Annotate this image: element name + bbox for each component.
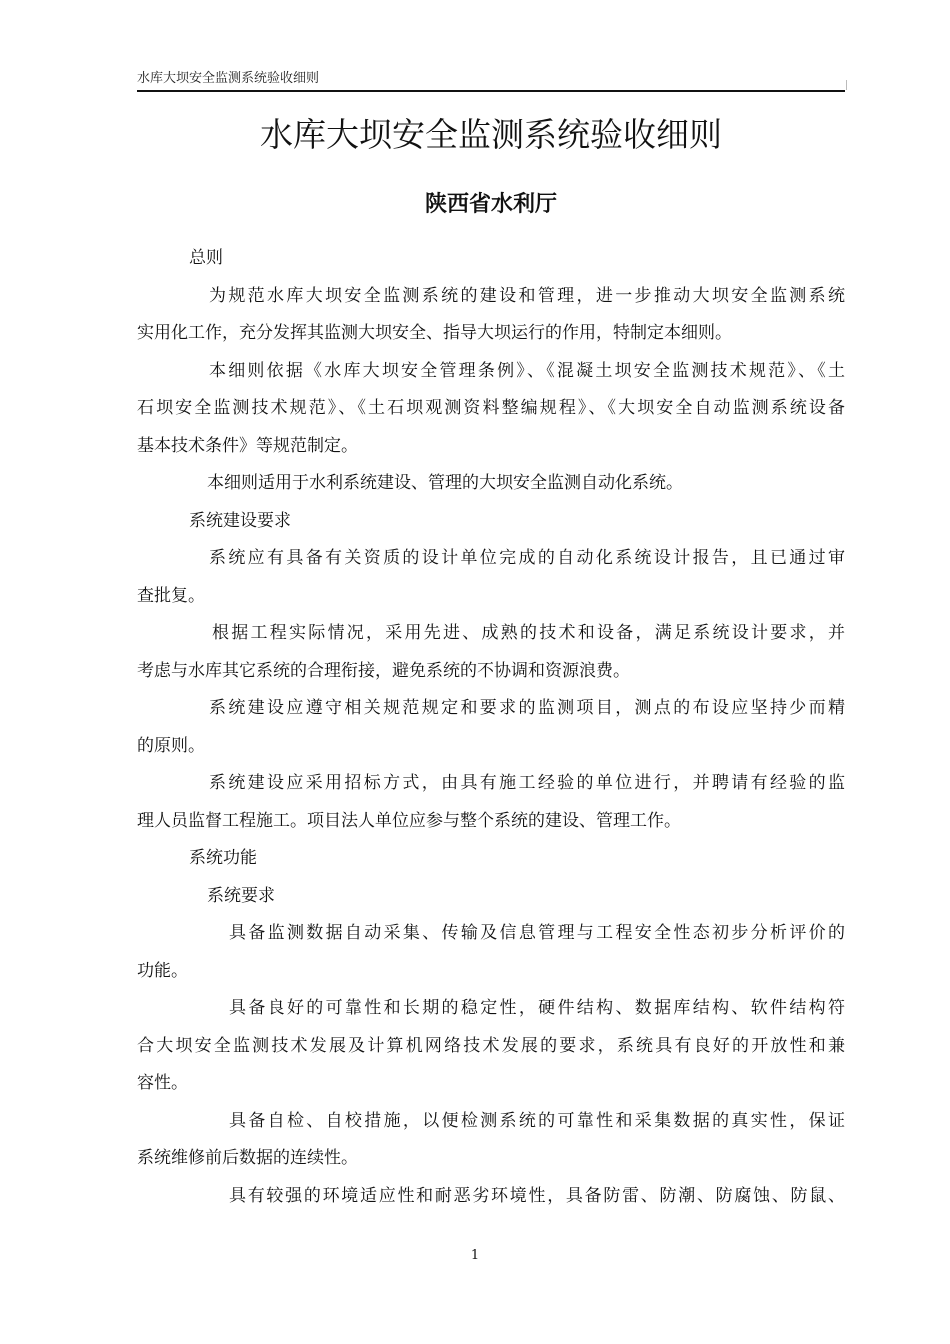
paragraph-line: 功能。 — [137, 960, 188, 981]
paragraph-line: 具备良好的可靠性和长期的稳定性，硬件结构、数据库结构、软件结构符 — [229, 998, 845, 1018]
paragraph-line: 理人员监督工程施工。项目法人单位应参与整个系统的建设、管理工作。 — [137, 810, 681, 831]
paragraph-line: 为规范水库大坝安全监测系统的建设和管理，进一步推动大坝安全监测系统 — [209, 285, 845, 306]
paragraph-line: 合大坝安全监测技术发展及计算机网络技术发展的要求，系统具有良好的开放性和兼 — [137, 1035, 845, 1056]
paragraph-line: 实用化工作，充分发挥其监测大坝安全、指导大坝运行的作用，特制定本细则。 — [137, 323, 732, 343]
paragraph-line: 的原则。 — [137, 735, 205, 756]
paragraph-line: 具备监测数据自动采集、传输及信息管理与工程安全性态初步分析评价的 — [229, 923, 845, 943]
paragraph-line: 考虑与水库其它系统的合理衔接，避免系统的不协调和资源浪费。 — [137, 660, 630, 681]
running-header — [137, 70, 845, 92]
paragraph-line: 基本技术条件》等规范制定。 — [137, 435, 358, 456]
paragraph-line: 系统建设应遵守相关规范规定和要求的监测项目，测点的布设应坚持少而精 — [209, 698, 845, 718]
paragraph-line: 容性。 — [137, 1073, 188, 1093]
section-heading: 系统建设要求 — [189, 510, 291, 531]
paragraph-line: 根据工程实际情况，采用先进、成熟的技术和设备，满足系统设计要求，并 — [212, 623, 845, 643]
page-number: 1 — [470, 1248, 480, 1263]
paragraph-line: 系统建设应采用招标方式，由具有施工经验的单位进行，并聘请有经验的监 — [209, 773, 845, 793]
document-title: 水库大坝安全监测系统验收细则 — [260, 115, 722, 154]
running-header-title: 水库大坝安全监测系统验收细则 — [137, 71, 320, 86]
paragraph-line: 具备自检、自校措施，以便检测系统的可靠性和采集数据的真实性，保证 — [229, 1110, 845, 1131]
header-rule-tick — [846, 80, 847, 90]
paragraph-line: 本细则依据《水库大坝安全管理条例》、《混凝土坝安全监测技术规范》、《土 — [209, 360, 845, 381]
paragraph-line: 系统维修前后数据的连续性。 — [137, 1148, 358, 1168]
paragraph-line: 本细则适用于水利系统建设、管理的大坝安全监测自动化系统。 — [207, 473, 683, 493]
paragraph-line: 具有较强的环境适应性和耐恶劣环境性，具备防雷、防潮、防腐蚀、防鼠、 — [229, 1185, 845, 1206]
paragraph-line: 系统应有具备有关资质的设计单位完成的自动化系统设计报告，且已通过审 — [209, 548, 845, 568]
document-body — [137, 240, 845, 1215]
paragraph-line: 石坝安全监测技术规范》、《土石坝观测资料整编规程》、《大坝安全自动监测系统设备 — [137, 398, 845, 418]
document-issuer: 陕西省水利厅 — [424, 191, 557, 217]
section-heading: 总则 — [189, 248, 223, 268]
section-heading: 系统要求 — [207, 885, 275, 906]
section-heading: 系统功能 — [189, 848, 257, 868]
paragraph-line: 查批复。 — [137, 585, 205, 606]
